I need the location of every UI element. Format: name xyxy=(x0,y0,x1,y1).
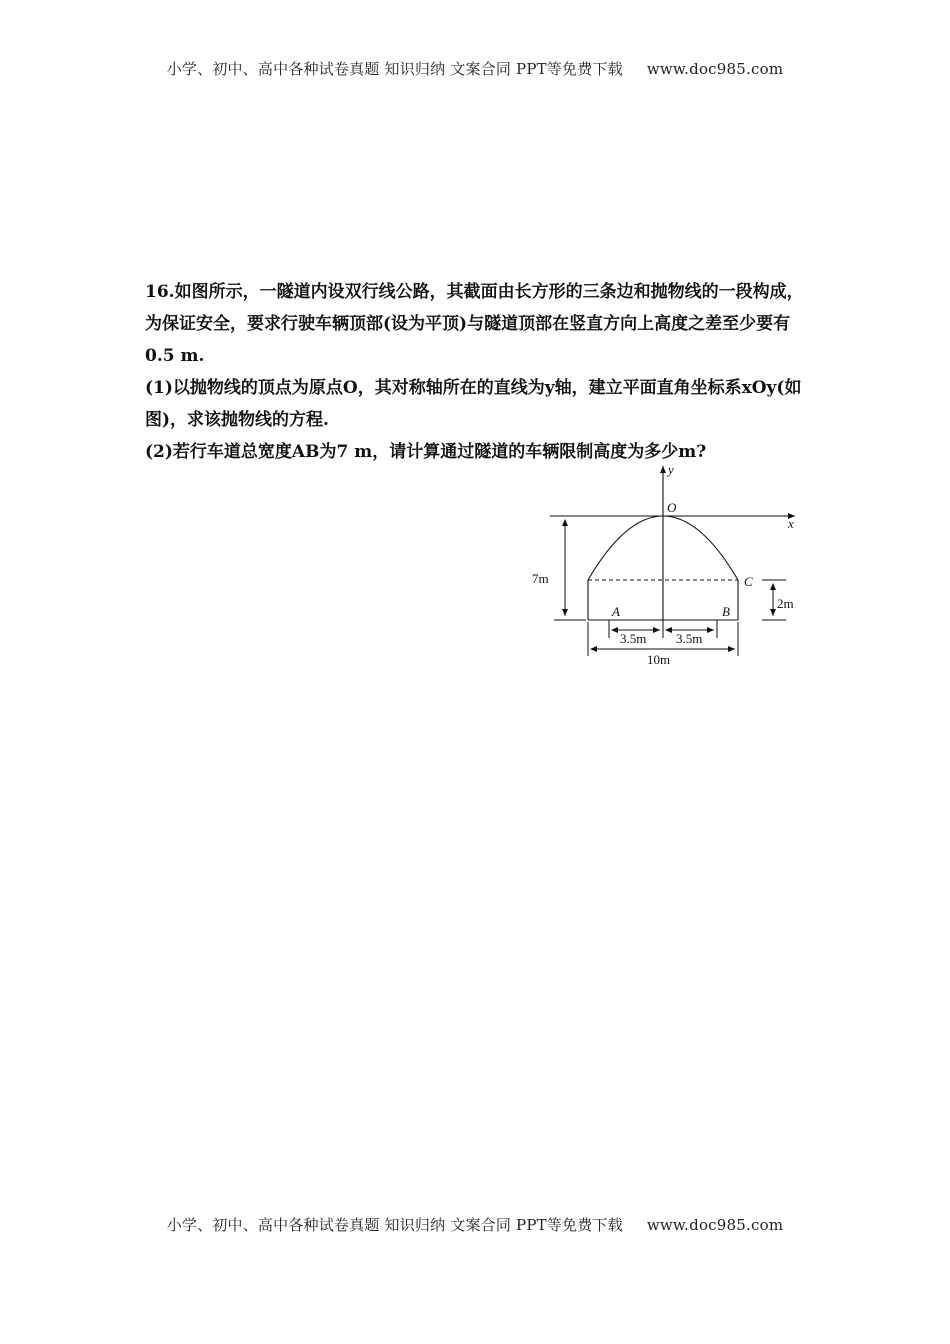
label-y-axis: y xyxy=(668,462,674,477)
question-16 xyxy=(145,276,815,468)
header-text: 小学、初中、高中各种试卷真题 知识归纳 文案合同 PPT等免费下载 xyxy=(166,60,623,78)
tunnel-figure xyxy=(520,462,820,677)
label-7m: 7m xyxy=(532,571,549,586)
page-footer xyxy=(0,1214,950,1235)
label-2m: 2m xyxy=(777,596,794,611)
page-header xyxy=(0,58,950,79)
question-part-1: (1)以抛物线的顶点为原点O，其对称轴所在的直线为y轴，建立平面直角坐标系xOy(如图)，求该抛物线的方程. xyxy=(145,378,802,430)
question-stem: 16.如图所示，一隧道内设双行线公路，其截面由长方形的三条边和抛物线的一段构成，为保证安全，要求行驶车辆顶部(设为平顶)与隧道顶部在竖直方向上高度之差至少要有0.5 m. xyxy=(145,282,804,366)
question-part-2: (2)若行车道总宽度AB为7 m，请计算通过隧道的车辆限制高度为多少m? xyxy=(145,442,707,462)
label-left-lane: 3.5m xyxy=(620,631,647,646)
footer-site[interactable]: www.doc985.com xyxy=(646,1216,784,1234)
label-point-a: A xyxy=(612,604,620,619)
footer-text: 小学、初中、高中各种试卷真题 知识归纳 文案合同 PPT等免费下载 xyxy=(166,1216,623,1234)
label-origin: O xyxy=(667,500,677,515)
label-right-lane: 3.5m xyxy=(676,631,703,646)
label-x-axis: x xyxy=(788,516,794,531)
header-site[interactable]: www.doc985.com xyxy=(646,60,784,78)
label-point-b: B xyxy=(722,604,730,619)
label-10m: 10m xyxy=(647,652,671,667)
tunnel-diagram xyxy=(520,462,820,677)
label-point-c: C xyxy=(744,574,753,589)
